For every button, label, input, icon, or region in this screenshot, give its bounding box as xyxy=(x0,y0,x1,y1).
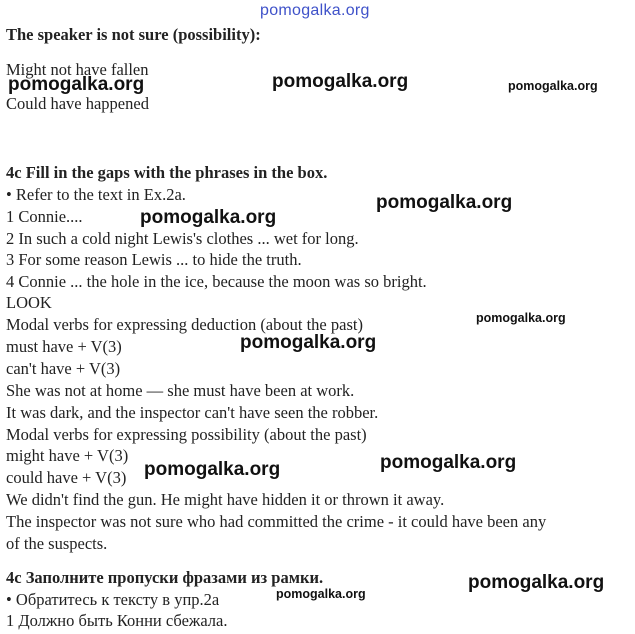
watermark-top: pomogalka.org xyxy=(260,2,370,19)
exercise-heading: 4c Fill in the gaps with the phrases in the box. xyxy=(6,163,328,182)
look-line: might have + V(3) xyxy=(6,446,129,465)
exercise-ru-line: 1 Должно быть Конни сбежала. xyxy=(6,611,228,630)
watermark: pomogalka.org xyxy=(144,459,281,480)
exercise-line: 4 Connie ... the hole in the ice, because the moon was so bright. xyxy=(6,272,427,291)
look-line: It was dark, and the inspector can't have seen the robber. xyxy=(6,403,379,422)
look-line: of the suspects. xyxy=(6,534,108,553)
look-line: must have + V(3) xyxy=(6,337,122,356)
possibility-line: Might not have fallen xyxy=(6,60,149,79)
exercise-line: • Refer to the text in Ex.2a. xyxy=(6,185,186,204)
look-line: The inspector was not sure who had committed the crime - it could have been any xyxy=(6,512,547,531)
watermark: pomogalka.org xyxy=(380,452,517,473)
look-line: could have + V(3) xyxy=(6,468,127,487)
exercise-line: 3 For some reason Lewis ... to hide the truth. xyxy=(6,250,302,269)
watermark: pomogalka.org xyxy=(140,207,277,228)
look-line: Modal verbs for expressing deduction (about the past) xyxy=(6,315,363,334)
look-line: can't have + V(3) xyxy=(6,359,121,378)
possibility-line: Could have happened xyxy=(6,94,149,113)
watermark: pomogalka.org xyxy=(276,587,366,601)
look-line: She was not at home — she must have been at work. xyxy=(6,381,355,400)
watermark: pomogalka.org xyxy=(476,311,566,325)
exercise-line: 1 Connie.... xyxy=(6,207,83,226)
watermark: pomogalka.org xyxy=(272,71,409,92)
possibility-heading: The speaker is not sure (possibility): xyxy=(6,25,261,44)
exercise-line: 2 In such a cold night Lewis's clothes ... wet for long. xyxy=(6,229,359,248)
look-line: Modal verbs for expressing possibility (about the past) xyxy=(6,425,367,444)
exercise-ru-heading: 4c Заполните пропуски фразами из рамки. xyxy=(6,568,324,587)
watermark: pomogalka.org xyxy=(8,74,145,95)
look-line: We didn't find the gun. He might have hidden it or thrown it away. xyxy=(6,490,445,509)
watermark: pomogalka.org xyxy=(240,332,377,353)
watermark: pomogalka.org xyxy=(508,79,598,93)
look-title: LOOK xyxy=(6,293,52,312)
exercise-ru-line: • Обратитесь к тексту в упр.2а xyxy=(6,590,220,609)
watermark: pomogalka.org xyxy=(468,572,605,593)
watermark: pomogalka.org xyxy=(376,192,513,213)
